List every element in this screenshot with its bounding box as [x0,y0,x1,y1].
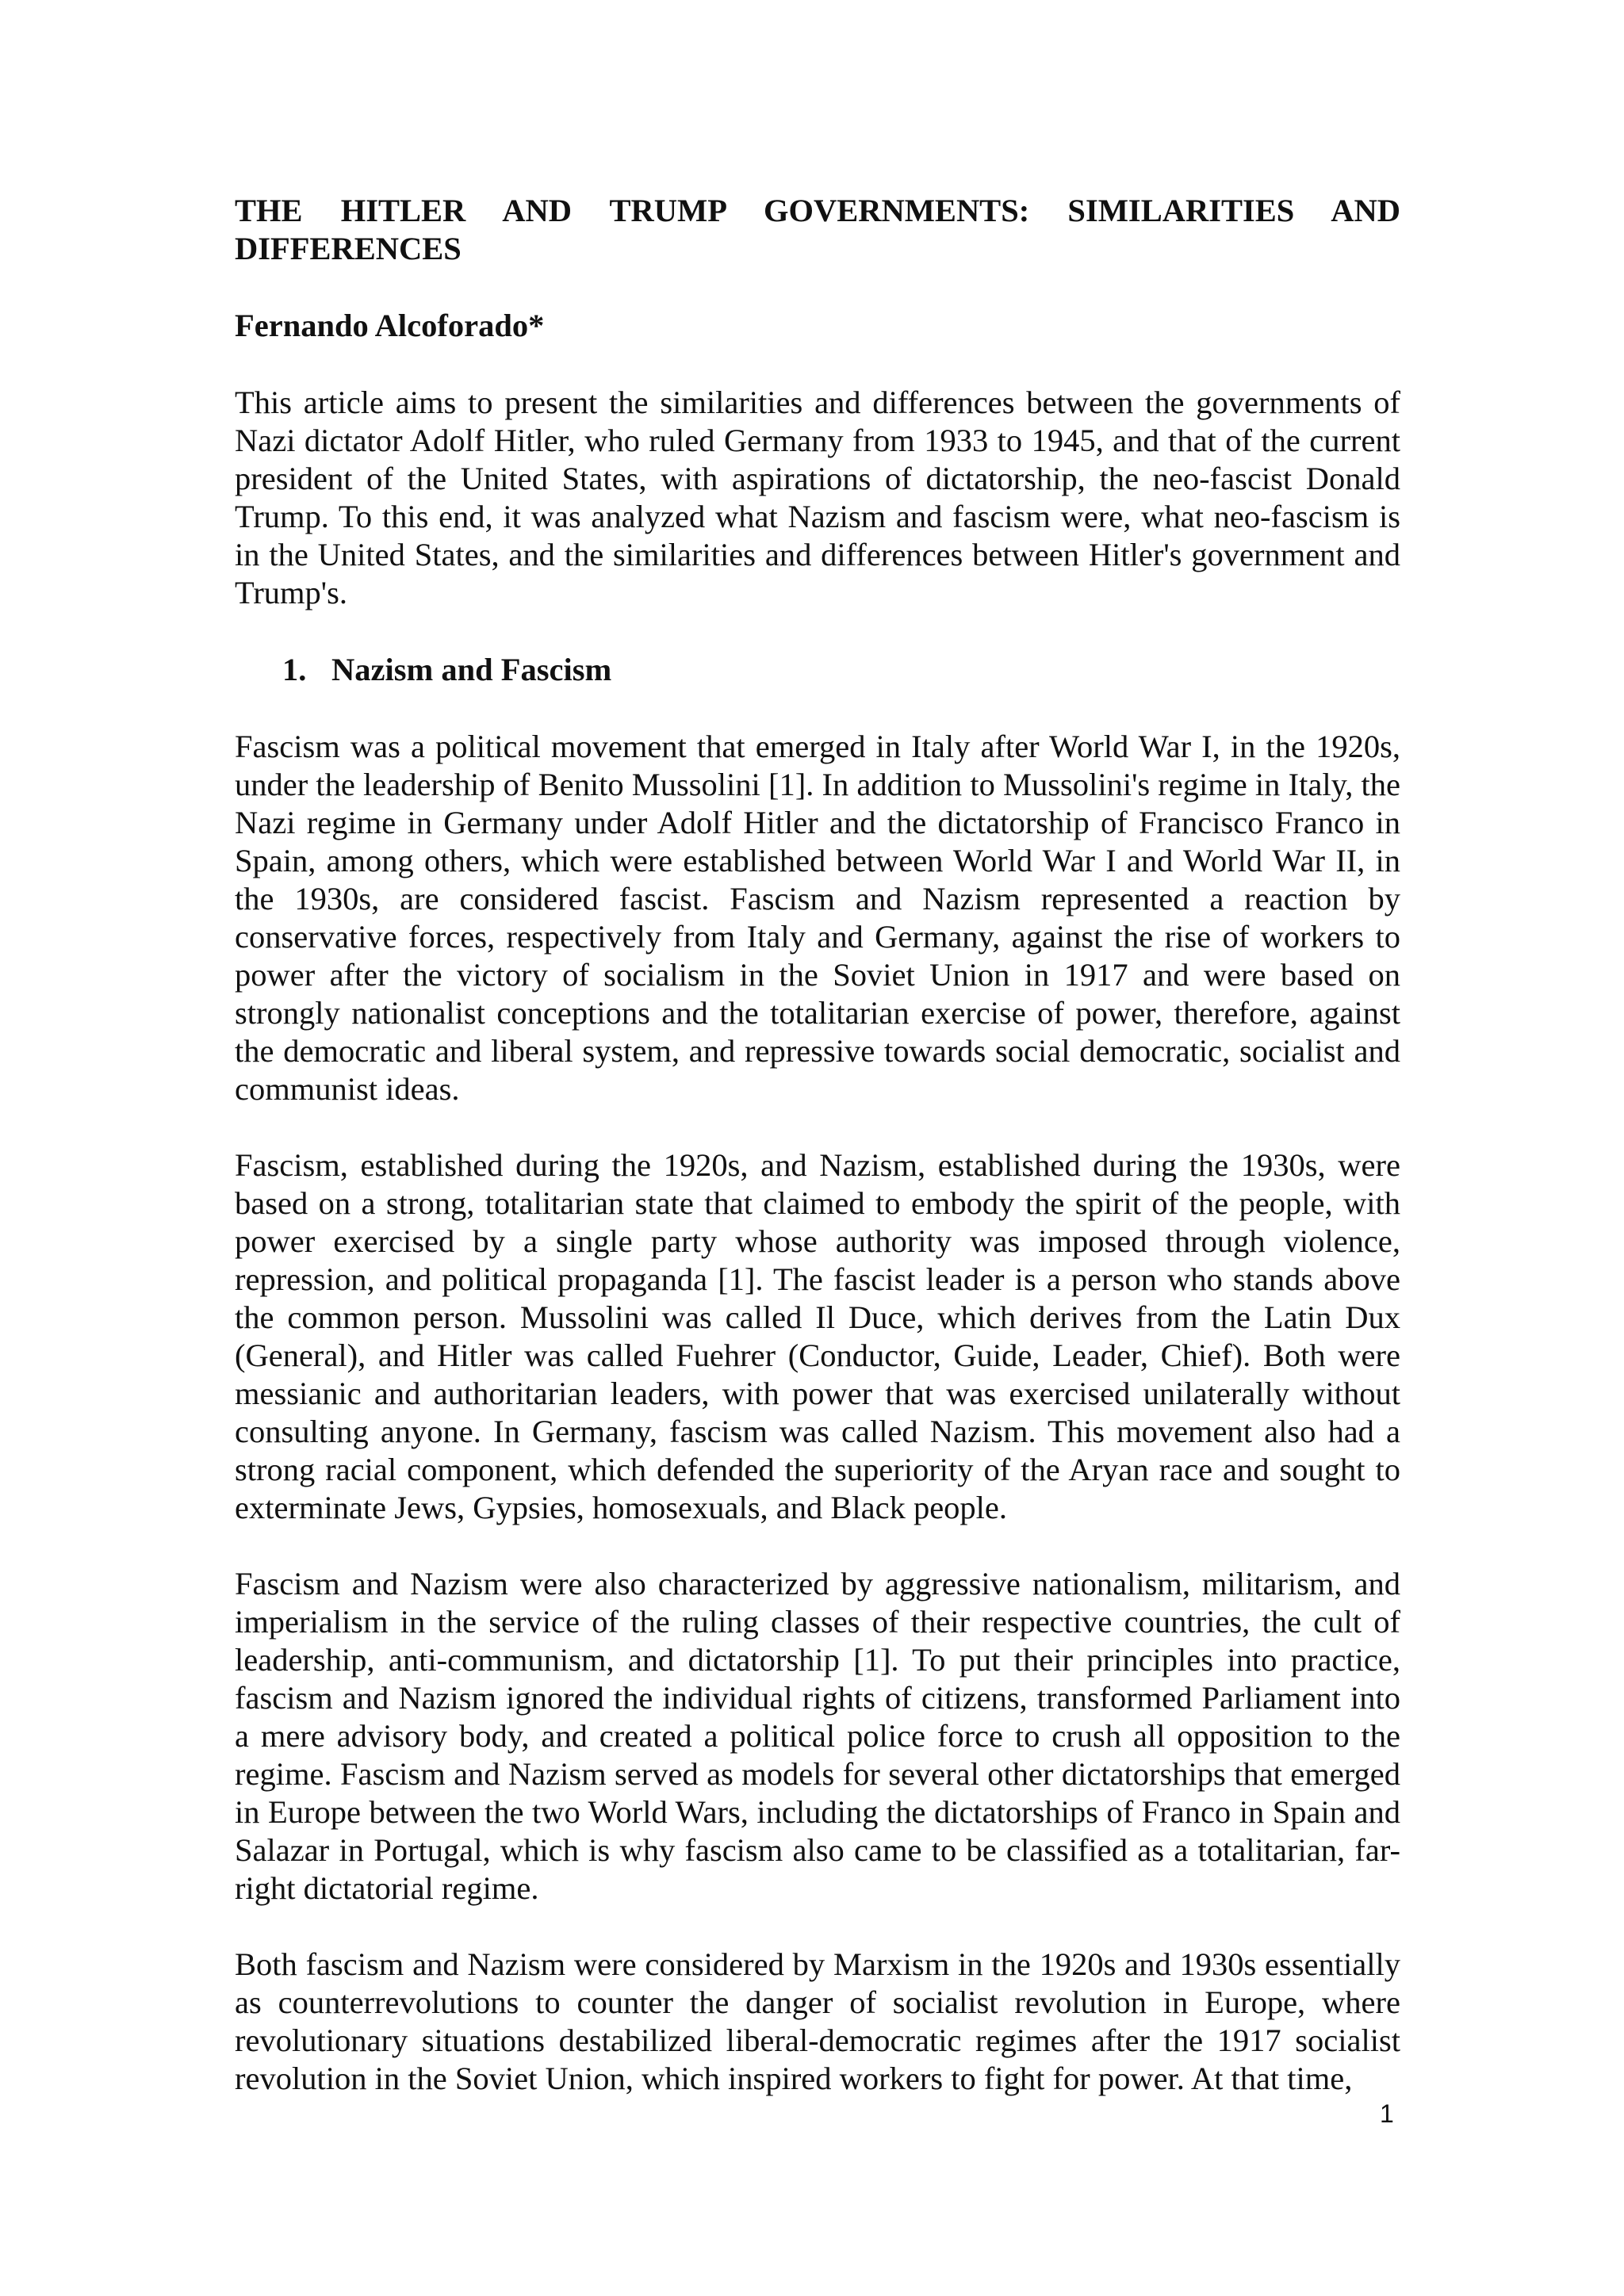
abstract-paragraph: This article aims to present the similarities and differences between the governments of Nazi dictator Adolf Hitler, who ruled Germany from 1933 to 1945, and that of the current president of the United States, with aspirations of dictatorship, the neo-fascist Donald Trump. To this end, it was analyzed what Nazism and fascism were, what neo-fascism is in the United States, and the similarities and differences between Hitler's government and Trump's. [235,385,1400,610]
article-title: THE HITLER AND TRUMP GOVERNMENTS: SIMILARITIES AND DIFFERENCES [235,193,1400,266]
section-title: Nazism and Fascism [331,652,612,687]
section-number: 1. [282,652,307,687]
body-paragraph: Fascism was a political movement that emerged in Italy after World War I, in the 1920s, under the leadership of Benito Mussolini [1]. In addition to Mussolini's regime in Italy, the Nazi regime in Germany under Adolf Hitler and the dictatorship of Francisco Franco in Spain, among others, which were established between World War I and World War II, in the 1930s, are considered fascist. Fascism and Nazism represented a reaction by conservative forces, respectively from Italy and Germany, against the rise of workers to power after the victory of socialism in the Soviet Union in 1917 and were based on strongly nationalist conceptions and the totalitarian exercise of power, therefore, against the democratic and liberal system, and repressive towards social democratic, socialist and communist ideas. [235,729,1400,1107]
section-heading [282,651,1400,689]
page-number: 1 [1380,2099,1394,2128]
body-paragraph: Both fascism and Nazism were considered by Marxism in the 1920s and 1930s essentially as counterrevolutions to counter the danger of socialist revolution in Europe, where revolutionary situations destabilized liberal-democratic regimes after the 1917 socialist revolution in the Soviet Union, which inspired workers to fight for power. At that time, [235,1946,1400,2096]
body-paragraph: Fascism and Nazism were also characterized by aggressive nationalism, militarism, and imperialism in the service of the ruling classes of their respective countries, the cult of leadership, anti-communism, and dictatorship [1]. To put their principles into practice, fascism and Nazism ignored the individual rights of citizens, transformed Parliament into a mere advisory body, and created a political police force to crush all opposition to the regime. Fascism and Nazism served as models for several other dictatorships that emerged in Europe between the two World Wars, including the dictatorships of Franco in Spain and Salazar in Portugal, which is why fascism also came to be classified as a totalitarian, far-right dictatorial regime. [235,1566,1400,1906]
document-page [235,192,1400,2098]
body-paragraph: Fascism, established during the 1920s, and Nazism, established during the 1930s, were based on a strong, totalitarian state that claimed to embody the spirit of the people, with power exercised by a single party whose authority was imposed through violence, repression, and political propaganda [1]. The fascist leader is a person who stands above the common person. Mussolini was called Il Duce, which derives from the Latin Dux (General), and Hitler was called Fuehrer (Conductor, Guide, Leader, Chief). Both were messianic and authoritarian leaders, with power that was exercised unilaterally without consulting anyone. In Germany, fascism was called Nazism. This movement also had a strong racial component, which defended the superiority of the Aryan race and sought to exterminate Jews, Gypsies, homosexuals, and Black people. [235,1147,1400,1525]
author-name: Fernando Alcoforado* [235,308,545,343]
